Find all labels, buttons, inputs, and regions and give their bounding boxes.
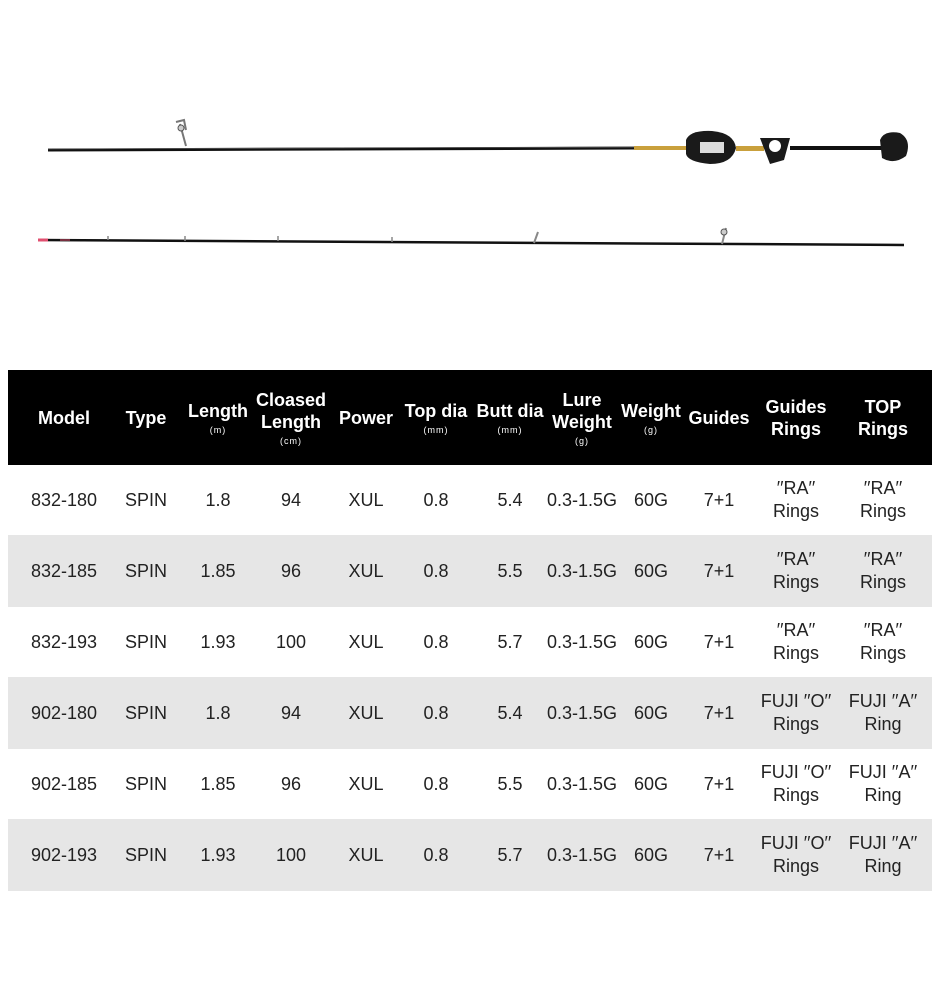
cell-type: SPIN <box>124 560 167 581</box>
cell-model: 832-180 <box>30 489 98 510</box>
header-label: Top dia <box>404 401 468 421</box>
cell-guides: 7+1 <box>703 489 735 510</box>
table-row <box>8 535 932 607</box>
cell-line: FUJI ′′A′′ <box>848 691 918 711</box>
cell-weight: 60G <box>633 844 669 865</box>
cell-guide-rings <box>753 749 839 819</box>
cell-lure-weight: 0.3-1.5G <box>546 560 618 581</box>
cell-guide-rings <box>753 535 839 607</box>
table-row <box>8 749 932 819</box>
cell-length: 1.8 <box>205 702 231 723</box>
cell-line: Rings <box>772 501 820 521</box>
cell-top-dia: 0.8 <box>423 773 449 794</box>
cell-weight: 60G <box>633 773 669 794</box>
cell-butt-dia: 5.4 <box>497 702 523 723</box>
cell-guides: 7+1 <box>703 631 735 652</box>
cell-model: 902-193 <box>30 844 98 865</box>
cell-weight: 60G <box>633 560 669 581</box>
cell-type: SPIN <box>124 631 167 652</box>
cell-lure-weight: 0.3-1.5G <box>546 844 618 865</box>
cell-line: Rings <box>859 572 907 592</box>
cell-line: Rings <box>772 785 820 805</box>
cell-lure-weight: 0.3-1.5G <box>546 773 618 794</box>
cell-length: 1.85 <box>200 773 236 794</box>
header-label: TOP Rings <box>857 396 908 439</box>
cell-line: ′′RA′′ <box>776 620 816 640</box>
cell-guide-rings <box>753 607 839 677</box>
header-length <box>183 370 253 465</box>
cell-line: ′′RA′′ <box>776 478 816 498</box>
cell-type: SPIN <box>124 489 167 510</box>
cell-length: 1.85 <box>200 560 236 581</box>
header-unit: (m) <box>209 425 227 435</box>
fishing-rod-sections-icon <box>0 0 944 300</box>
cell-guides: 7+1 <box>703 702 735 723</box>
cell-closed-length: 96 <box>280 773 302 794</box>
header-butt-dia <box>473 370 547 465</box>
cell-top-rings <box>838 535 928 607</box>
cell-model: 832-193 <box>30 631 98 652</box>
cell-line: Rings <box>859 643 907 663</box>
cell-line: FUJI ′′A′′ <box>848 762 918 782</box>
cell-butt-dia: 5.7 <box>497 631 523 652</box>
cell-top-dia: 0.8 <box>423 631 449 652</box>
cell-line: ′′RA′′ <box>863 620 903 640</box>
cell-type: SPIN <box>124 773 167 794</box>
cell-guide-rings <box>753 819 839 891</box>
header-label: Weight <box>621 401 681 421</box>
cell-power: XUL <box>348 844 384 865</box>
cell-lure-weight: 0.3-1.5G <box>546 702 618 723</box>
cell-lure-weight: 0.3-1.5G <box>546 489 618 510</box>
cell-length: 1.93 <box>200 844 236 865</box>
header-model <box>14 370 114 465</box>
cell-weight: 60G <box>633 489 669 510</box>
cell-guides: 7+1 <box>703 844 735 865</box>
cell-line: ′′RA′′ <box>863 549 903 569</box>
cell-weight: 60G <box>633 702 669 723</box>
butt-cap-icon <box>880 132 908 161</box>
cell-model: 832-185 <box>30 560 98 581</box>
header-label: Guides Rings <box>765 396 827 439</box>
header-label: Butt dia <box>476 401 544 421</box>
header-label: Guides <box>688 407 750 428</box>
header-label: Length <box>188 401 248 421</box>
header-top-dia <box>401 370 471 465</box>
table-body <box>8 465 932 891</box>
cell-closed-length: 96 <box>280 560 302 581</box>
cell-line: FUJI ′′A′′ <box>848 833 918 853</box>
cell-closed-length: 94 <box>280 489 302 510</box>
cell-power: XUL <box>348 702 384 723</box>
cell-top-dia: 0.8 <box>423 560 449 581</box>
header-label: Lure Weight <box>552 390 612 432</box>
cell-length: 1.8 <box>205 489 231 510</box>
cell-power: XUL <box>348 489 384 510</box>
cell-butt-dia: 5.7 <box>497 844 523 865</box>
cell-closed-length: 100 <box>275 844 307 865</box>
table-row <box>8 677 932 749</box>
header-unit: (cm) <box>280 436 302 446</box>
header-weight <box>619 370 683 465</box>
rod-tip-blank <box>38 240 904 245</box>
header-power <box>331 370 401 465</box>
cell-top-rings <box>838 607 928 677</box>
table-header <box>8 370 932 465</box>
cell-line: ′′RA′′ <box>776 549 816 569</box>
cell-line: Rings <box>772 856 820 876</box>
table-row <box>8 465 932 535</box>
header-label: Cloased Length <box>255 390 327 432</box>
cell-top-rings <box>838 465 928 535</box>
cell-weight: 60G <box>633 631 669 652</box>
table-row <box>8 607 932 677</box>
header-top-rings <box>838 370 928 465</box>
cell-line: FUJI ′′O′′ <box>760 691 832 711</box>
cell-model: 902-185 <box>30 773 98 794</box>
cell-butt-dia: 5.4 <box>497 489 523 510</box>
rod-guide-icon <box>176 120 186 146</box>
cell-line: Ring <box>864 785 902 805</box>
cell-top-dia: 0.8 <box>423 489 449 510</box>
header-lure-weight <box>545 370 619 465</box>
cell-guide-rings <box>753 465 839 535</box>
cell-line: FUJI ′′O′′ <box>760 833 832 853</box>
spec-table <box>8 370 932 891</box>
header-type <box>111 370 181 465</box>
header-unit: (mm) <box>497 425 523 435</box>
header-closed-length <box>253 370 329 465</box>
header-label: Type <box>125 407 167 428</box>
cell-power: XUL <box>348 773 384 794</box>
cell-top-rings <box>838 677 928 749</box>
cell-top-rings <box>838 749 928 819</box>
cell-line: ′′RA′′ <box>863 478 903 498</box>
cell-closed-length: 100 <box>275 631 307 652</box>
header-label: Model <box>38 407 90 428</box>
cell-model: 902-180 <box>30 702 98 723</box>
cell-line: Ring <box>864 714 902 734</box>
header-label: Power <box>338 407 394 428</box>
cell-top-dia: 0.8 <box>423 844 449 865</box>
cell-line: Rings <box>772 572 820 592</box>
cell-lure-weight: 0.3-1.5G <box>546 631 618 652</box>
table-row <box>8 819 932 891</box>
cell-guides: 7+1 <box>703 773 735 794</box>
cell-guides: 7+1 <box>703 560 735 581</box>
cell-line: Rings <box>772 714 820 734</box>
cell-line: Rings <box>859 501 907 521</box>
cell-closed-length: 94 <box>280 702 302 723</box>
header-unit: (g) <box>575 436 589 446</box>
cell-line: Rings <box>772 643 820 663</box>
cell-length: 1.93 <box>200 631 236 652</box>
cell-top-dia: 0.8 <box>423 702 449 723</box>
cell-line: FUJI ′′O′′ <box>760 762 832 782</box>
cell-butt-dia: 5.5 <box>497 560 523 581</box>
cell-top-rings <box>838 819 928 891</box>
cell-power: XUL <box>348 560 384 581</box>
header-unit: (mm) <box>423 425 449 435</box>
cell-type: SPIN <box>124 702 167 723</box>
cell-line: Ring <box>864 856 902 876</box>
header-guide-rings <box>753 370 839 465</box>
cell-butt-dia: 5.5 <box>497 773 523 794</box>
cell-power: XUL <box>348 631 384 652</box>
header-guides <box>688 370 750 465</box>
header-unit: (g) <box>644 425 658 435</box>
cell-type: SPIN <box>124 844 167 865</box>
cell-guide-rings <box>753 677 839 749</box>
